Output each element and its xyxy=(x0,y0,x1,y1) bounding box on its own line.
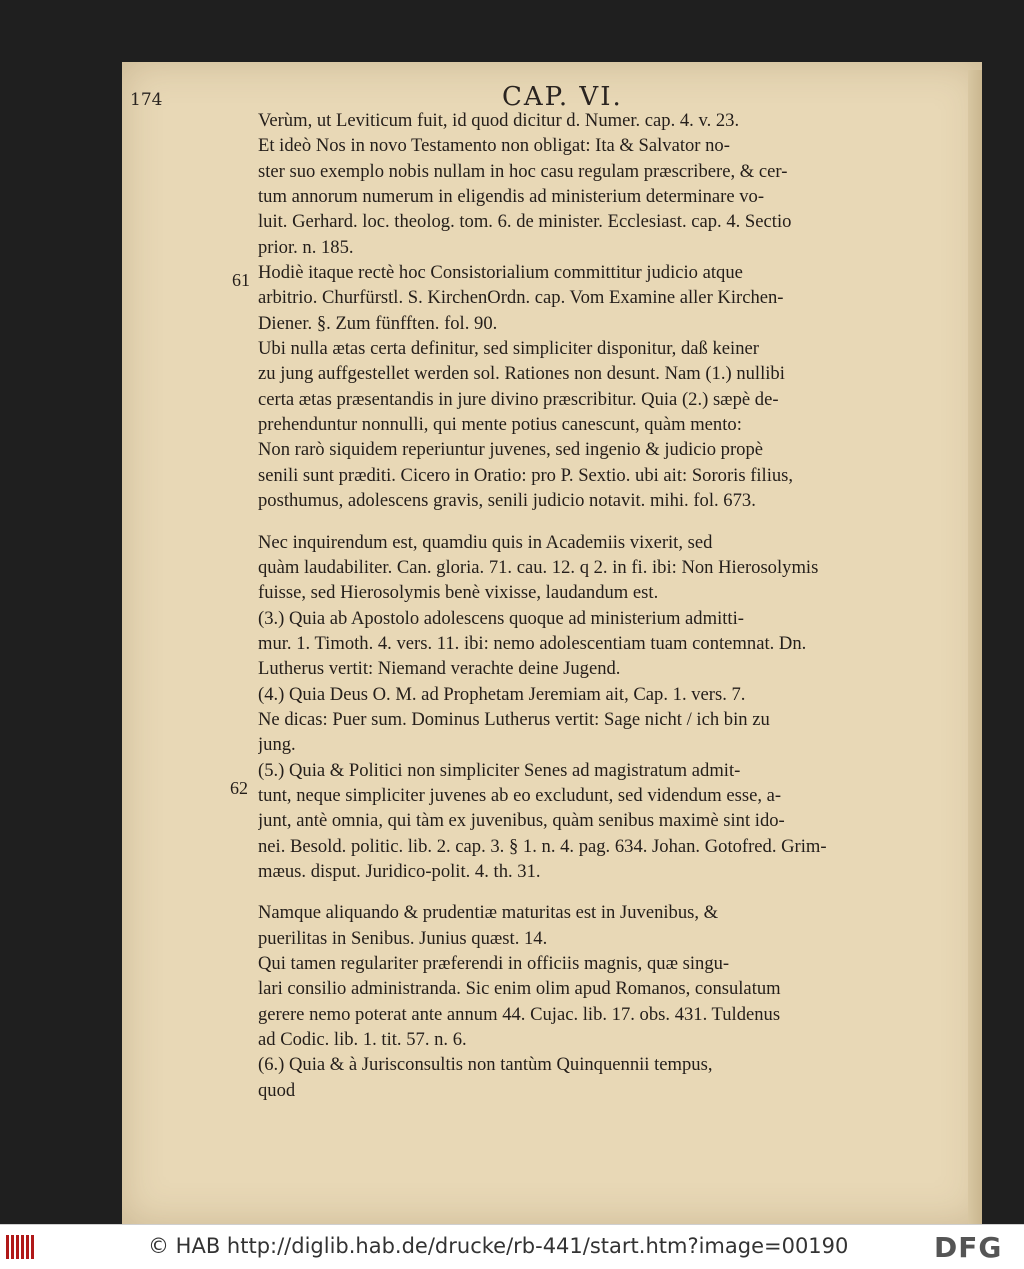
text-line: Ubi nulla ætas certa definitur, sed simpliciter disponitur, daß keiner xyxy=(258,338,759,360)
text-line: Verùm, ut Leviticum fuit, id quod dicitur d. Numer. cap. 4. v. 23. xyxy=(258,110,740,131)
text-line: nei. Besold. politic. lib. 2. cap. 3. § 1. n. 4. pag. 634. Johan. Gotofred. Grim- xyxy=(258,835,827,857)
paragraph-gap xyxy=(258,884,880,900)
text-line: quàm laudabiliter. Can. gloria. 71. cau. 12. q 2. in fi. ibi: Non Hierosolymis xyxy=(258,556,819,578)
text-line: mur. 1. Timoth. 4. vers. 11. ibi: nemo adolescentiam tuam contemnat. Dn. xyxy=(258,632,807,654)
text-line: tunt, neque simpliciter juvenes ab eo excludunt, sed videndum esse, a- xyxy=(258,784,782,806)
text-line: Diener. §. Zum fünfften. fol. 90. xyxy=(258,312,498,334)
body-text xyxy=(258,108,880,1103)
page-number: 174 xyxy=(130,90,163,110)
text-line: quod xyxy=(258,1079,296,1101)
text-line: posthumus, adolescens gravis, senili judicio notavit. mihi. fol. 673. xyxy=(258,490,756,512)
text-line: tum annorum numerum in eligendis ad ministerium determinare vo- xyxy=(258,186,765,208)
text-line: luit. Gerhard. loc. theolog. tom. 6. de minister. Ecclesiast. cap. 4. Sectio xyxy=(258,211,792,233)
text-line: mæus. disput. Juridico-polit. 4. th. 31. xyxy=(258,860,541,882)
text-line: Non rarò siquidem reperiuntur juvenes, sed ingenio & judicio propè xyxy=(258,439,764,461)
text-line: arbitrio. Churfürstl. S. KirchenOrdn. cap. Vom Examine aller Kirchen- xyxy=(258,287,784,309)
text-line: (4.) Quia Deus O. M. ad Prophetam Jeremiam ait, Cap. 1. vers. 7. xyxy=(258,683,746,705)
text-line: Lutherus vertit: Niemand verachte deine Jugend. xyxy=(258,658,621,680)
text-line: Et ideò Nos in novo Testamento non obligat: Ita & Salvator no- xyxy=(258,135,730,157)
page-edge xyxy=(968,70,982,1224)
text-line: ster suo exemplo nobis nullam in hoc casu regulam præscribere, & cer- xyxy=(258,160,788,182)
text-line: ad Codic. lib. 1. tit. 57. n. 6. xyxy=(258,1029,467,1051)
margin-number: 62 xyxy=(230,778,248,798)
text-line: (6.) Quia & à Jurisconsultis non tantùm Quinquennii tempus, xyxy=(258,1054,713,1076)
text-line: gerere nemo poterat ante annum 44. Cujac. lib. 17. obs. 431. Tuldenus xyxy=(258,1003,781,1025)
text-line: Nec inquirendum est, quamdiu quis in Academiis vixerit, sed xyxy=(258,531,713,553)
text-line: Qui tamen regulariter præferendi in officiis magnis, quæ singu- xyxy=(258,953,730,974)
paragraph-gap xyxy=(258,514,880,530)
text-line: (5.) Quia & Politici non simpliciter Senes ad magistratum admit- xyxy=(258,759,741,781)
text-line: zu jung auffgestellet werden sol. Rationes non desunt. Nam (1.) nullibi xyxy=(258,363,785,385)
text-line: lari consilio administranda. Sic enim olim apud Romanos, consulatum xyxy=(258,978,781,1000)
text-line: Namque aliquando & prudentiæ maturitas est in Juvenibus, & xyxy=(258,902,719,924)
text-line: senili sunt præditi. Cicero in Oratio: pro P. Sextio. ubi ait: Sororis filius, xyxy=(258,464,794,486)
copyright-link[interactable]: © HAB http://diglib.hab.de/drucke/rb-441/start.htm?image=00190 xyxy=(148,1234,849,1258)
chapter-heading: CAP. VI. xyxy=(502,82,623,112)
footer-bar xyxy=(0,1224,1024,1269)
barcode-icon xyxy=(6,1235,42,1259)
text-line: junt, antè omnia, qui tàm ex juvenibus, quàm senibus maximè sint ido- xyxy=(258,810,785,832)
dfg-logo: DFG xyxy=(934,1231,1003,1264)
text-line: (3.) Quia ab Apostolo adolescens quoque ad ministerium admitti- xyxy=(258,607,744,629)
text-line: puerilitas in Senibus. Junius quæst. 14. xyxy=(258,927,548,949)
margin-number: 61 xyxy=(232,270,250,290)
text-line: fuisse, sed Hierosolymis benè vixisse, laudandum est. xyxy=(258,582,659,604)
text-line: Ne dicas: Puer sum. Dominus Lutherus vertit: Sage nicht / ich bin zu xyxy=(258,708,770,730)
text-line: prehenduntur nonnulli, qui mente potius canescunt, quàm mento: xyxy=(258,414,742,436)
text-line: Hodiè itaque rectè hoc Consistorialium committitur judicio atque xyxy=(258,262,743,284)
text-line: jung. xyxy=(258,734,296,756)
text-line: prior. n. 185. xyxy=(258,236,354,258)
text-line: certa ætas præsentandis in jure divino præscribitur. Quia (2.) sæpè de- xyxy=(258,388,779,410)
